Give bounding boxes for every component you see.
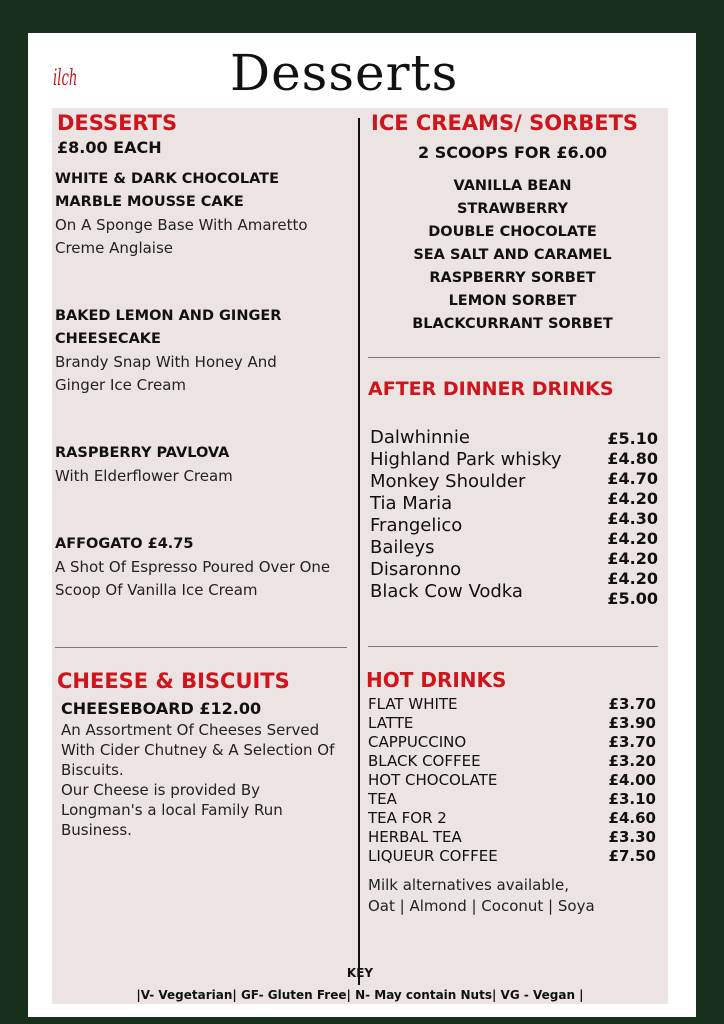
milk-note-line: Milk alternatives available,	[368, 876, 570, 894]
dessert-desc: Ginger Ice Cream	[55, 376, 186, 394]
drink-name: Highland Park whisky	[370, 449, 562, 470]
divider	[368, 646, 658, 647]
drink-price: £4.20	[607, 569, 658, 588]
hot-drink-name: TEA FOR 2	[368, 809, 447, 827]
cheese-section	[61, 698, 334, 840]
milk-note	[368, 875, 595, 917]
dessert-item	[55, 442, 233, 488]
dessert-desc: A Shot Of Espresso Poured Over One	[55, 558, 331, 576]
hot-drink-name: FLAT WHITE	[368, 695, 458, 713]
drink-price: £4.20	[607, 489, 658, 508]
drink-name: Frangelico	[370, 515, 463, 536]
dessert-desc: On A Sponge Base With Amaretto	[55, 216, 308, 234]
drink-price: £4.80	[607, 449, 658, 468]
after-dinner-list	[370, 427, 658, 609]
flavour-item: VANILLA BEAN	[453, 178, 572, 194]
flavour-item: BLACKCURRANT SORBET	[412, 316, 613, 332]
hot-drink-price: £4.60	[608, 809, 656, 827]
dessert-item	[55, 305, 281, 397]
flavour-item: DOUBLE CHOCOLATE	[428, 224, 597, 240]
drink-price: £5.10	[607, 429, 658, 448]
desserts-price: £8.00 EACH	[57, 138, 162, 157]
dessert-name: MARBLE MOUSSE CAKE	[55, 194, 244, 210]
divider	[55, 647, 347, 648]
drink-name: Black Cow Vodka	[370, 581, 523, 602]
hot-drink-name: TEA	[368, 790, 397, 808]
ice-price: 2 SCOOPS FOR £6.00	[417, 143, 608, 162]
drink-name: Tia Maria	[370, 493, 453, 514]
dessert-desc: Brandy Snap With Honey And	[55, 353, 277, 371]
hot-drink-price: £3.70	[608, 733, 656, 751]
ice-heading: ICE CREAMS/ SORBETS	[371, 111, 639, 135]
flavour-item: RASPBERRY SORBET	[429, 270, 596, 286]
drink-price: £4.20	[607, 529, 658, 548]
hot-drink-name: CAPPUCCINO	[368, 733, 467, 751]
flavour-item: LEMON SORBET	[448, 293, 577, 309]
hot-drink-price: £7.50	[608, 847, 656, 865]
dessert-name: CHEESECAKE	[55, 331, 161, 347]
logo: ilch	[53, 66, 78, 91]
desserts-heading: DESSERTS	[57, 111, 178, 135]
column-divider	[358, 118, 360, 985]
drink-price: £4.70	[607, 469, 658, 488]
milk-options: Oat | Almond | Coconut | Soya	[368, 897, 595, 915]
dessert-desc: Creme Anglaise	[55, 239, 174, 257]
drink-name: Monkey Shoulder	[370, 471, 526, 492]
flavour-item: STRAWBERRY	[456, 201, 569, 217]
hot-drink-name: HOT CHOCOLATE	[368, 771, 498, 789]
dessert-item	[55, 533, 330, 602]
drink-name: Dalwhinnie	[370, 427, 470, 448]
flavour-list	[365, 175, 660, 336]
after-heading: AFTER DINNER DRINKS	[368, 378, 614, 400]
hot-drink-name: BLACK COFFEE	[368, 752, 481, 770]
drink-price: £4.30	[607, 509, 658, 528]
drink-name: Disaronno	[370, 559, 462, 580]
drink-price: £4.20	[607, 549, 658, 568]
cheese-desc: Our Cheese is provided By	[61, 781, 261, 799]
flavour-item: SEA SALT AND CARAMEL	[413, 247, 612, 263]
drink-price: £5.00	[607, 589, 658, 608]
page-title: Desserts	[230, 44, 459, 102]
dessert-name: BAKED LEMON AND GINGER	[55, 308, 282, 324]
cheese-heading: CHEESE & BISCUITS	[57, 669, 290, 693]
hot-drinks-list	[368, 695, 656, 866]
cheese-desc: Longman's a local Family Run	[61, 801, 283, 819]
cheese-desc: Business.	[61, 821, 132, 839]
hot-drink-price: £3.90	[608, 714, 656, 732]
key-text: |V- Vegetarian| GF- Gluten Free| N- May contain Nuts| VG - Vegan |	[136, 988, 584, 1002]
cheese-desc: Biscuits.	[61, 761, 124, 779]
hot-drink-price: £4.00	[608, 771, 656, 789]
dessert-item	[55, 168, 308, 260]
dessert-desc: Scoop Of Vanilla Ice Cream	[55, 581, 258, 599]
cheeseboard-name: CHEESEBOARD £12.00	[61, 699, 262, 718]
dessert-name: RASPBERRY PAVLOVA	[55, 445, 230, 461]
hot-drink-price: £3.20	[608, 752, 656, 770]
dessert-name: WHITE & DARK CHOCOLATE	[55, 171, 279, 187]
hot-drink-name: HERBAL TEA	[368, 828, 462, 846]
drink-name: Baileys	[370, 537, 435, 558]
dessert-desc: With Elderflower Cream	[55, 467, 233, 485]
cheese-desc: With Cider Chutney & A Selection Of	[61, 741, 335, 759]
hot-drink-price: £3.10	[608, 790, 656, 808]
hot-drink-name: LIQUEUR COFFEE	[368, 847, 498, 865]
hot-drink-name: LATTE	[368, 714, 414, 732]
dessert-name: AFFOGATO £4.75	[55, 536, 194, 552]
hot-drink-price: £3.30	[608, 828, 656, 846]
key-title: KEY	[346, 966, 374, 980]
hot-drink-price: £3.70	[608, 695, 656, 713]
divider	[368, 357, 660, 358]
hot-heading: HOT DRINKS	[366, 668, 507, 692]
cheese-desc: An Assortment Of Cheeses Served	[61, 721, 320, 739]
